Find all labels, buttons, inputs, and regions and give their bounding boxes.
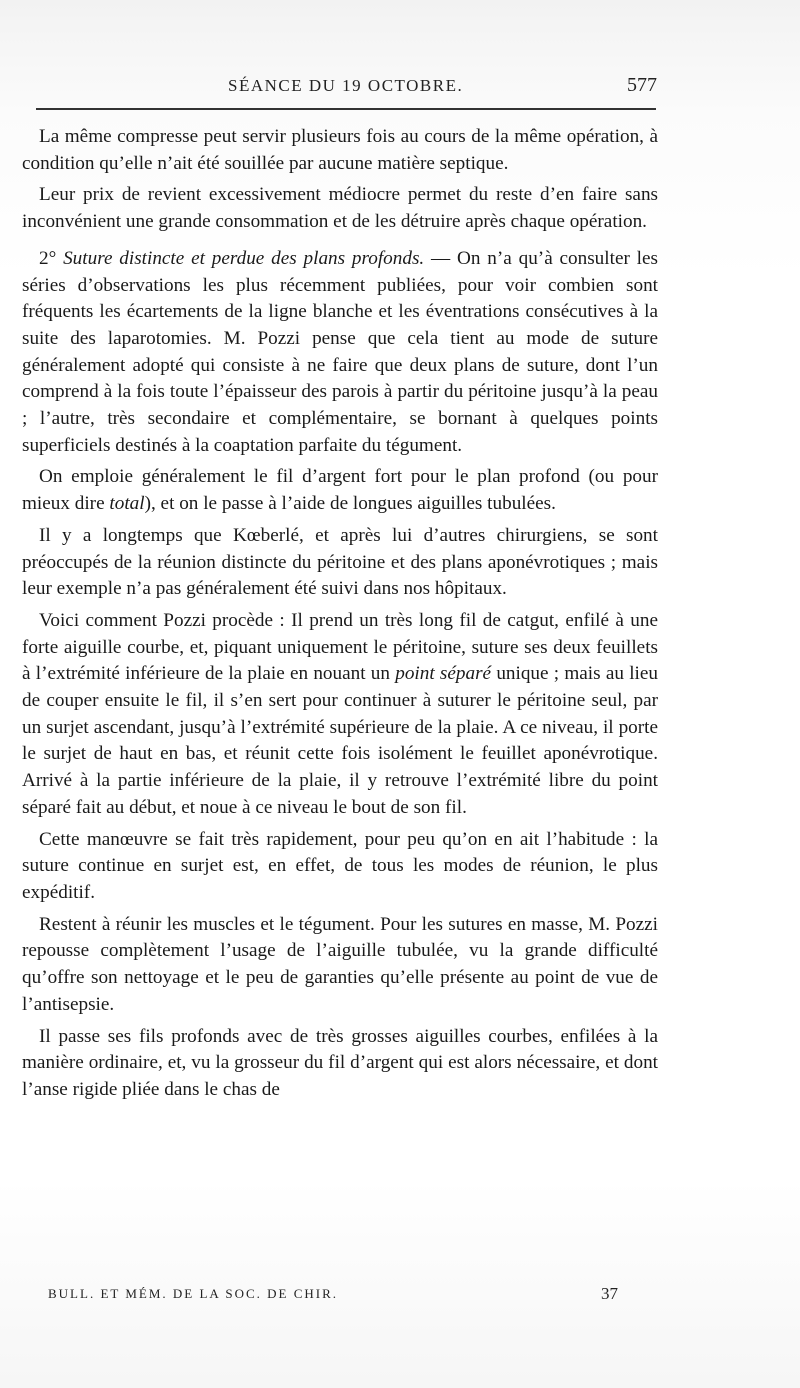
running-head: SÉANCE DU 19 OCTOBRE. (228, 76, 464, 95)
page-header (22, 74, 657, 104)
body-text (22, 124, 658, 1109)
page-number: 577 (627, 74, 657, 96)
section-text: — On n’a qu’à consulter les séries d’observations les plus récemment publiées, pour voir combien sont fréquents les écartements de la ligne blanche et les éventrations consécutives à la suite des laparotomies. M. Pozzi pense que cela tient au mode de suture généralement adopté qui consiste à ne faire que deux plans de suture, dont l’un comprend à la fois toute l’épaisseur des parois à partir du péritoine jusqu’à la peau ; l’autre, très secondaire et complémentaire, se bornant à quelques points superficiels destinés à la coaptation parfaite du tégument. (22, 247, 658, 456)
paragraph-muscles-tegument: Restent à réunir les muscles et le tégument. Pour les sutures en masse, M. Pozzi repousse complètement l’usage de l’aiguille tubulée, vu la grande difficulté qu’offre son nettoyage et le peu de garanties qu’elle présente au point de vue de l’antisepsie. (22, 913, 658, 1015)
italic-term: point séparé (395, 663, 492, 685)
paragraph-text: On emploie généralement le fil d’argent fort pour le plan profond (ou pour mieux dire (22, 466, 658, 515)
paragraph-suture-distincte (22, 246, 658, 460)
section-title: Suture distincte et perdue des plans profonds. (63, 247, 425, 269)
paragraph-pozzi-procede (22, 608, 658, 822)
paragraph-prix-de-revient: Leur prix de revient excessivement médiocre permet du reste d’en faire sans inconvénient une grande consommation et de les détruire après chaque opération. (22, 184, 658, 233)
paragraph-koeberle: Il y a longtemps que Kœberlé, et après lui d’autres chirurgiens, se sont préoccupés de la réunion distincte du péritoine et des plans aponévrotiques ; mais leur exemple n’a pas généralement été suivi dans nos hôpitaux. (22, 524, 658, 600)
paragraph-fils-profonds: Il passe ses fils profonds avec de très grosses aiguilles courbes, enfilées à la manière ordinaire, et, vu la grosseur du fil d’argent qui est alors nécessaire, et dont l’anse rigide pliée dans le chas de (22, 1025, 658, 1100)
paragraph-fil-argent (22, 464, 658, 517)
paragraph-manoeuvre: Cette manœuvre se fait très rapidement, pour peu qu’on en ait l’habitude : la suture continue en surjet est, en effet, de tous les modes de réunion, le plus expéditif. (22, 828, 658, 903)
journal-title: BULL. ET MÉM. DE LA SOC. DE CHIR. (48, 1286, 339, 1301)
section-number: 2° (39, 247, 64, 269)
header-rule (36, 108, 656, 110)
paragraph-text: ), et on le passe à l’aide de longues aiguilles tubulées. (144, 493, 556, 515)
paragraph-compresse: La même compresse peut servir plusieurs fois au cours de la même opération, à condition qu’elle n’ait été souillée par aucune matière septique. (22, 126, 658, 174)
paragraph-text: unique ; mais au lieu de couper ensuite le fil, il s’en sert pour continuer à suturer le péritoine seul, par un surjet ascendant, jusqu’à l’extrémité supérieure de la plaie. A ce niveau, il porte le surjet de haut en bas, et réunit cette fois isolément le feuillet aponévrotique. Arrivé à la partie inférieure de la plaie, il y retrouve l’extrémité libre du point séparé fait au début, et noue à ce niveau le bout de son fil. (22, 663, 658, 818)
signature-mark: 37 (601, 1284, 618, 1303)
italic-term: total (109, 493, 145, 515)
paragraph-text: Voici comment Pozzi procède : Il prend un très long fil de catgut, enfilé à une forte aiguille courbe, et, piquant uniquement le péritoine, suture ses deux feuillets à l’extrémité inférieure de la plaie en nouant un (22, 609, 658, 685)
page-footer (48, 1284, 618, 1308)
